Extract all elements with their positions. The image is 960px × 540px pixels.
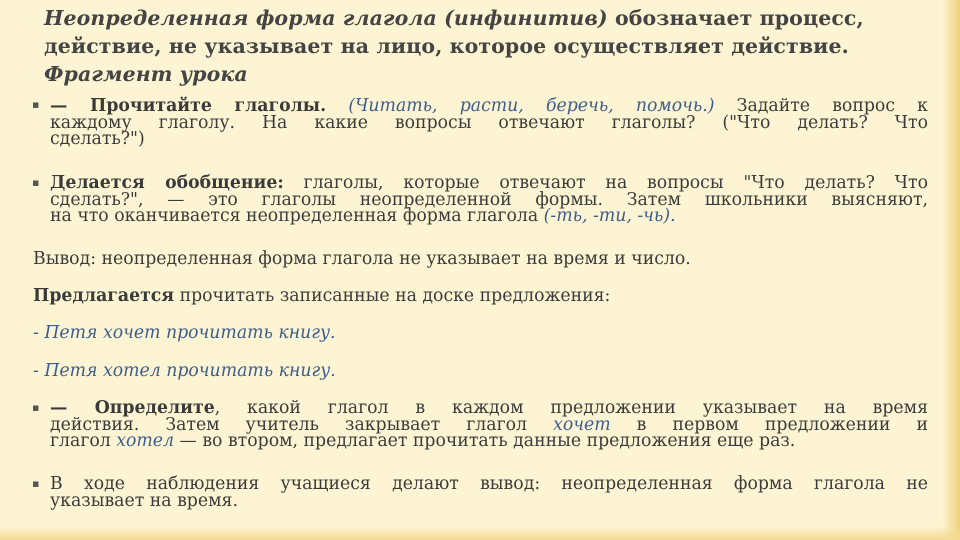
item1-line2: каждому глаголу. На какие вопросы отвечают глаголы? ("Что делать? Что [50, 112, 928, 133]
title-fragment: Фрагмент урока [44, 62, 248, 86]
list-item-3 [50, 400, 928, 450]
list-item-1 [50, 98, 928, 148]
item3-word-hotel: хотел [116, 431, 175, 451]
item3-line2b: в первом предложении и [610, 414, 928, 435]
title-infinitive: Неопределенная форма глагола (инфинитив) [44, 6, 608, 30]
item1-examples: (Читать, расти, беречь, помочь.) [326, 96, 715, 116]
title-line2: действие, не указывает на лицо, которое осуществляет действие. [44, 34, 849, 58]
item2-generalization: Делается обобщение: [50, 173, 284, 193]
item1-line3: сделать?") [50, 129, 145, 149]
item4-line1: В ходе наблюдения учащиеся делают вывод: неопределенная форма глагола не [50, 474, 928, 494]
offer-line [33, 286, 610, 306]
title-line1-rest: обозначает процесс, [607, 6, 864, 30]
item2-line2: сделать?", — это глаголы неопределенной формы. Затем школьники выясняют, [50, 189, 928, 210]
item3-determine: Определите [94, 398, 215, 418]
list-item-4 [50, 476, 928, 509]
item3-dash: — [50, 398, 95, 418]
item3-line3a: глагол [50, 431, 117, 451]
item1-rest1: Задайте вопрос к [714, 96, 928, 116]
bullet-1: ▪ [32, 98, 40, 111]
slide-title [44, 4, 924, 88]
item1-read-verbs: Прочитайте глаголы. [90, 96, 327, 116]
decorative-right-edge [942, 0, 960, 540]
item2-endings: (-ть, -ти, -чь). [543, 206, 676, 226]
bullet-4: ▪ [32, 477, 40, 490]
offer-bold: Предлагается [33, 286, 175, 306]
bullet-3: ▪ [32, 401, 40, 414]
item2-rest1: глаголы, которые отвечают на вопросы "Что делать? Что [283, 173, 928, 193]
sentence-2: - Петя хотел прочитать книгу. [33, 361, 336, 381]
list-item-2 [50, 175, 928, 225]
item3-rest1: , какой глагол в каждом предложении указывает на время [214, 398, 928, 418]
item3-word-hochet: хочет [553, 414, 611, 435]
bullet-2: ▪ [32, 176, 40, 189]
item1-dash: — [50, 96, 90, 116]
decorative-bottom-edge [0, 526, 960, 540]
conclusion: Вывод: неопределенная форма глагола не указывает на время и число. [33, 249, 691, 269]
item3-line3b: — во втором, предлагает прочитать данные предложения еще раз. [174, 431, 796, 451]
sentence-1: - Петя хочет прочитать книгу. [33, 323, 336, 343]
item2-line3: на что оканчивается неопределенная форма глагола [50, 206, 544, 226]
item4-line2: указывает на время. [50, 490, 238, 511]
item3-line2a: действия. Затем учитель закрывает глагол [50, 414, 554, 435]
offer-rest: прочитать записанные на доске предложения: [174, 286, 611, 306]
